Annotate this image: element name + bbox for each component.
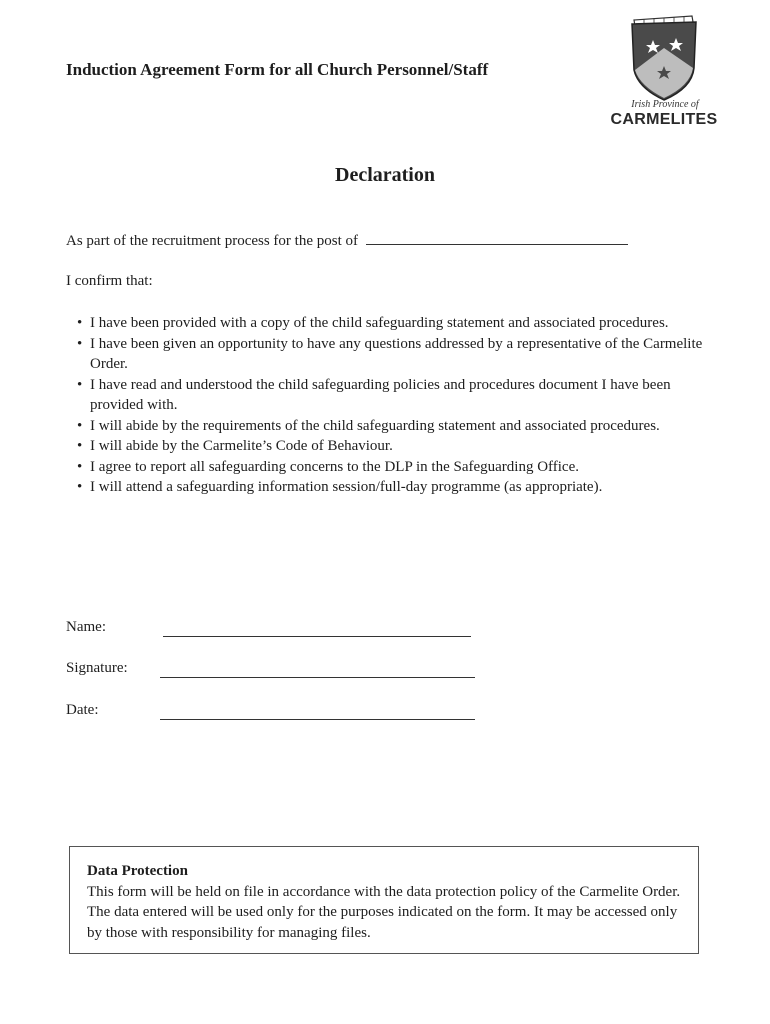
recruitment-statement bbox=[66, 230, 716, 252]
data-protection-box bbox=[69, 846, 699, 954]
date-input-line[interactable] bbox=[160, 705, 475, 720]
form-title: Induction Agreement Form for all Church Personnel/Staff bbox=[66, 60, 489, 79]
list-item: • I have read and understood the child safeguarding policies and procedures document I have been provided with. bbox=[77, 376, 671, 413]
list-item: • I will abide by the Carmelite’s Code of Behaviour. bbox=[77, 438, 393, 454]
data-protection-body: This form will be held on file in accordance with the data protection policy of the Carmelite Order. The data entered will be used only for the purposes indicated on the form. It may be accessed only by those with responsibility for managing files. bbox=[87, 883, 681, 941]
list-item: • I will attend a safeguarding information session/full-day programme (as appropriate). bbox=[77, 479, 603, 495]
date-label: Date: bbox=[66, 702, 99, 718]
logo-subtitle: Irish Province of bbox=[631, 99, 699, 110]
logo-wordmark: CARMELITES bbox=[610, 111, 718, 128]
list-item: • I agree to report all safeguarding concerns to the DLP in the Safeguarding Office. bbox=[77, 458, 579, 475]
name-label: Name: bbox=[66, 619, 106, 635]
page-heading: Declaration bbox=[335, 164, 435, 186]
post-input-line[interactable] bbox=[366, 230, 628, 245]
recruitment-text: As part of the recruitment process for the post of bbox=[66, 233, 358, 249]
declaration-list bbox=[66, 313, 726, 498]
name-input-line[interactable] bbox=[163, 622, 471, 637]
data-protection-title: Data Protection bbox=[87, 863, 188, 879]
signature-label: Signature: bbox=[66, 660, 128, 676]
list-item: • I have been given an opportunity to have any questions addressed by a representative of the Carmelite Order. bbox=[77, 335, 703, 372]
list-item: • I will abide by the requirements of the child safeguarding statement and associated procedures. bbox=[77, 417, 660, 434]
confirm-text: I confirm that: bbox=[66, 273, 153, 289]
signature-input-line[interactable] bbox=[160, 663, 475, 678]
list-item: • I have been provided with a copy of the child safeguarding statement and associated procedures. bbox=[77, 315, 669, 331]
